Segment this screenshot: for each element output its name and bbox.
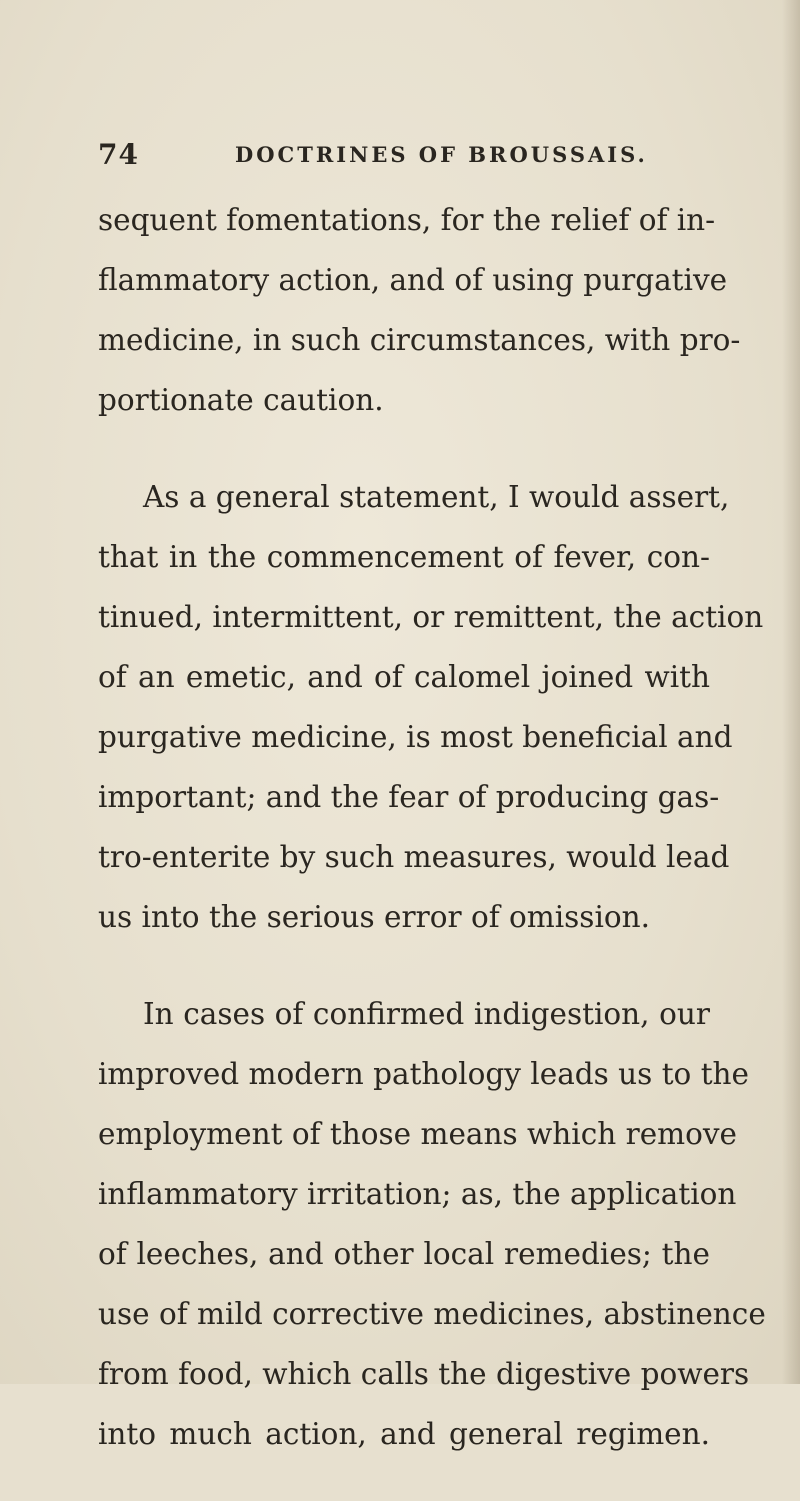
text-line: from food, which calls the digestive powers (98, 1357, 750, 1391)
text-line: into much action, and general regimen. (98, 1417, 710, 1451)
text-line: of leeches, and other local remedies; the (98, 1237, 710, 1271)
text-line: employment of those means which remove (98, 1117, 738, 1151)
text-line: use of mild corrective medicines, abstinence (98, 1297, 766, 1331)
paragraph-2 (98, 467, 764, 947)
text-line: improved modern pathology leads us to the (98, 1057, 750, 1091)
text-line: inflammatory irritation; as, the application (98, 1177, 737, 1211)
text-line: that in the commencement of fever, con- (98, 540, 710, 574)
paragraph-3 (98, 984, 766, 1464)
text-line: flammatory action, and of using purgative (98, 263, 728, 297)
text-line: medicine, in such circumstances, with pro- (98, 323, 741, 357)
page-number: 74 (98, 138, 139, 171)
text-line: tinued, intermittent, or remittent, the action (98, 600, 764, 634)
text-line: us into the serious error of omission. (98, 900, 651, 934)
text-line: portionate caution. (98, 383, 384, 417)
text-line: tro-enterite by such measures, would lead (98, 840, 730, 874)
text-line: of an emetic, and of calomel joined with (98, 660, 710, 694)
running-title: DOCTRINES OF BROUSSAIS. (235, 142, 648, 167)
text-line: As a general statement, I would assert, (143, 480, 730, 514)
text-line: important; and the fear of producing gas- (98, 780, 720, 814)
text-line: In cases of confirmed indigestion, our (143, 997, 710, 1031)
body-text (98, 190, 766, 1501)
paragraph-1 (98, 190, 741, 430)
text-line: sequent fomentations, for the relief of in- (98, 203, 716, 237)
text-line: purgative medicine, is most beneficial and (98, 720, 733, 754)
running-head (90, 138, 710, 178)
